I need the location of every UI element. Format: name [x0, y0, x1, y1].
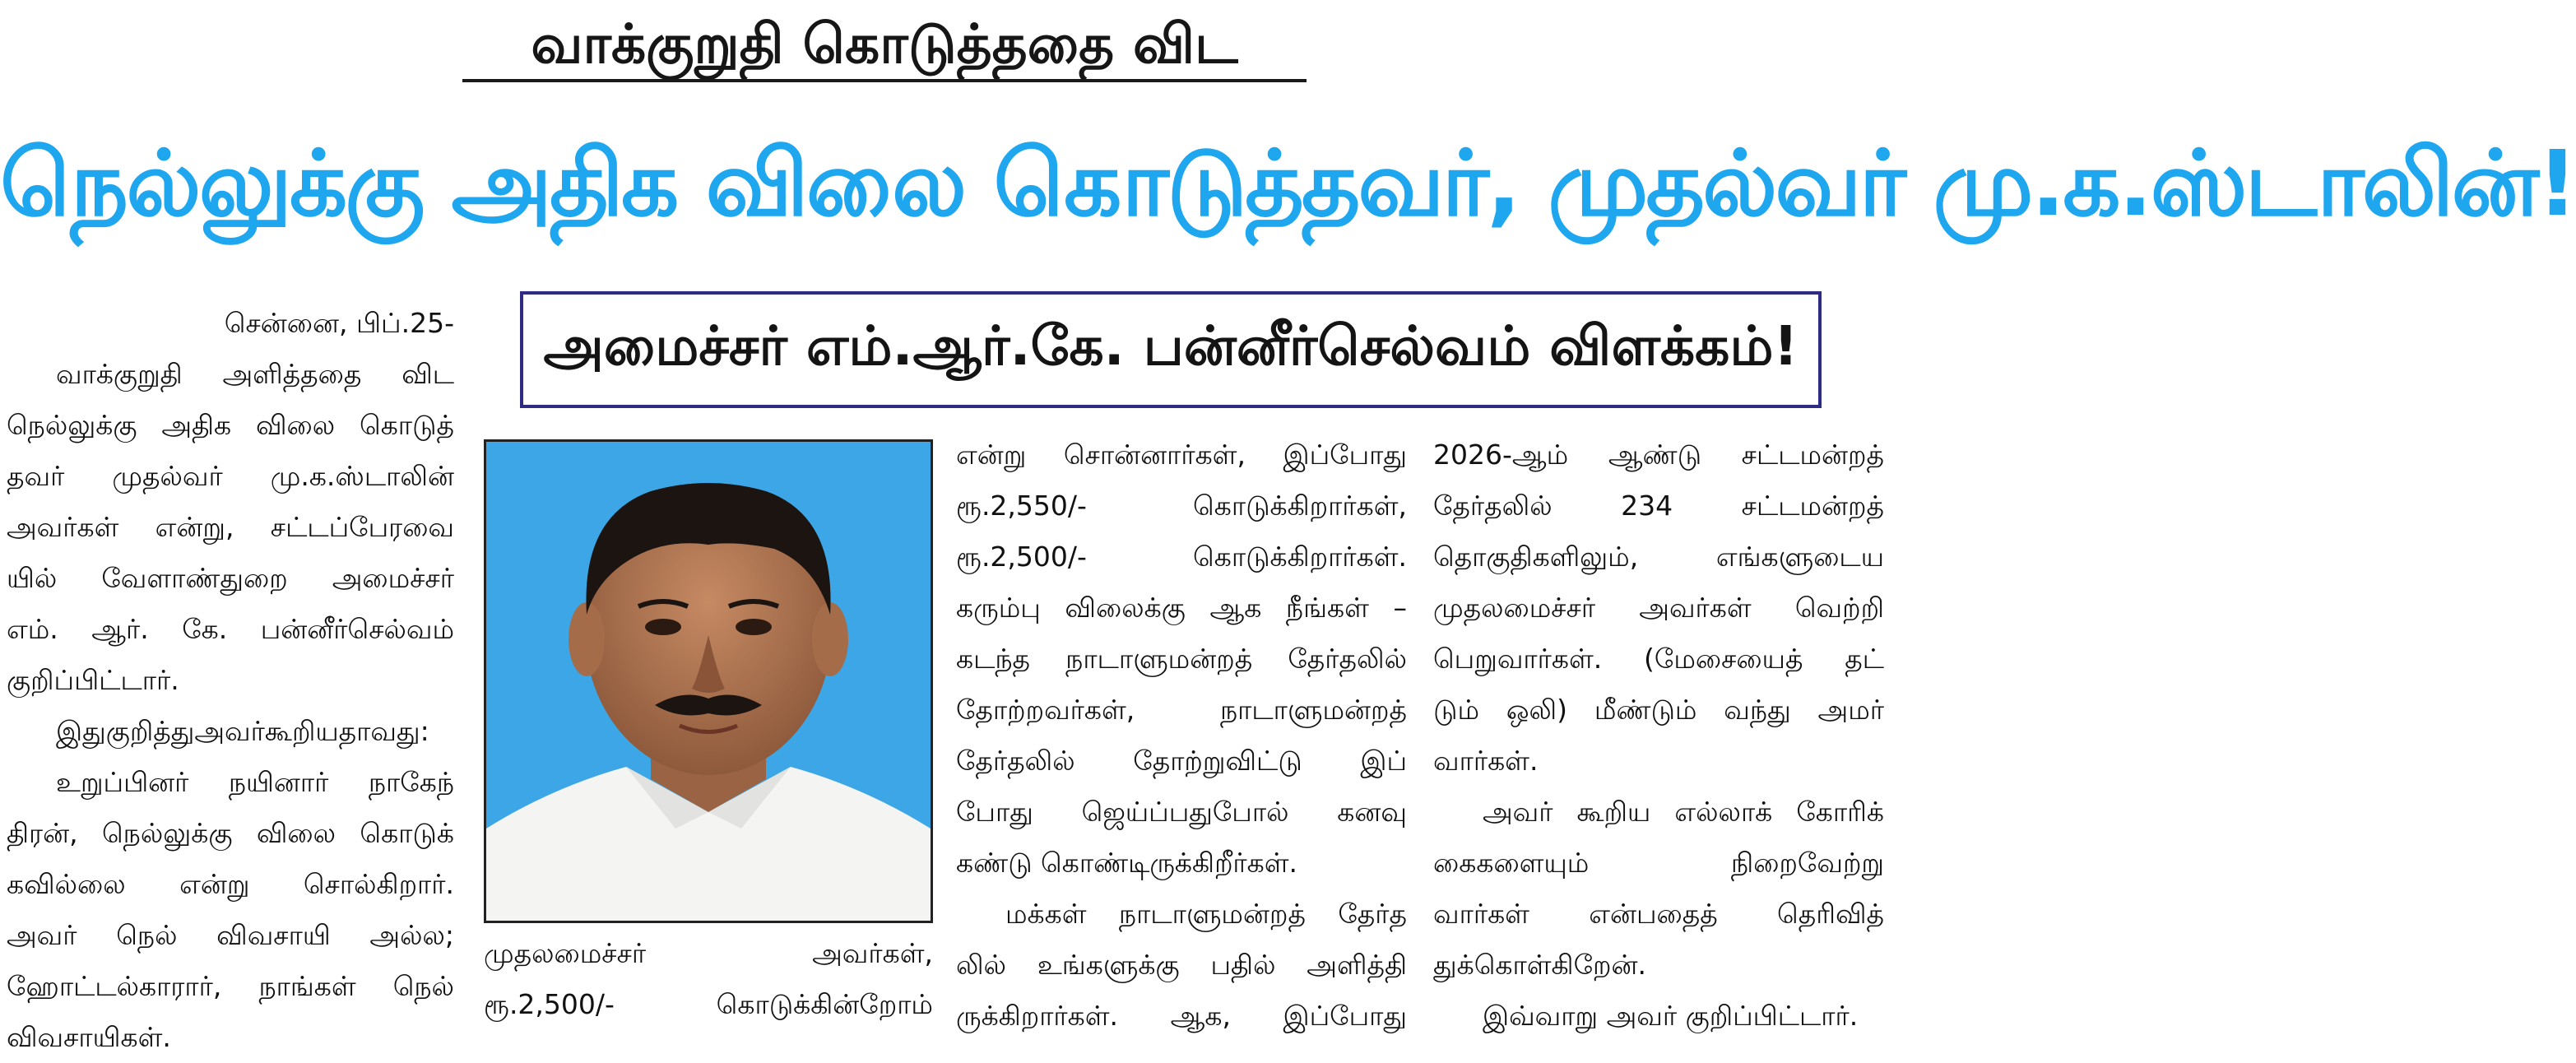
headline: நெல்லுக்கு அதிக விலை கொடுத்தவர், முதல்வர் மு.க.ஸ்டாலின்!: [0, 131, 2576, 236]
text-line: லில் உங்களுக்கு பதில் அளித்தி: [956, 949, 1407, 981]
text-line: வார்கள் என்பதைத் தெரிவித்: [1433, 898, 1884, 930]
text-line: கரும்பு விலைக்கு ஆக நீங்கள் –: [956, 592, 1407, 624]
subhead: அமைச்சர் எம்.ஆர்.கே. பன்னீர்செல்வம் விளக்கம்!: [543, 314, 1799, 378]
text-line: தவர் முதல்வர் மு.க.ஸ்டாலின்: [7, 460, 454, 492]
text-line: வாக்குறுதி அளித்ததை விட: [56, 358, 454, 390]
text-line: உறுப்பினர் நயினார் நாகேந்: [56, 766, 454, 798]
text-line: 2026-ஆம் ஆண்டு சட்டமன்றத்: [1433, 439, 1884, 471]
text-line: இவ்வாறு அவர் குறிப்பிட்டார்.: [1483, 1000, 1859, 1032]
text-line: எம். ஆர். கே. பன்னீர்செல்வம்: [7, 613, 454, 645]
text-line: இதுகுறித்துஅவர்கூறியதாவது:: [56, 715, 429, 747]
text-line: ரூ.2,550/- கொடுக்கிறார்கள்,: [956, 490, 1407, 522]
text-line: கண்டு கொண்டிருக்கிறீர்கள்.: [956, 847, 1298, 879]
text-line: கவில்லை என்று சொல்கிறார்.: [7, 868, 454, 900]
text-line: மக்கள் நாடாளுமன்றத் தேர்த: [1005, 898, 1407, 930]
text-line: கைகளையும் நிறைவேற்று: [1433, 847, 1884, 879]
text-line: தேர்தலில் தோற்றுவிட்டு இப்: [956, 745, 1407, 777]
text-line: டும் ஒலி) மீண்டும் வந்து அமர்: [1433, 694, 1884, 726]
text-line: போது ஜெய்ப்பதுபோல் கனவு: [956, 796, 1407, 828]
caption-line: முதலமைச்சர் அவர்கள்,: [484, 937, 933, 969]
article-column-2: [956, 429, 1407, 1042]
text-line: ருக்கிறார்கள். ஆக, இப்போது: [956, 1000, 1407, 1032]
article-column-1: [7, 298, 454, 1063]
photo-caption: [484, 928, 933, 1030]
text-line: கடந்த நாடாளுமன்றத் தேர்தலில்: [956, 643, 1407, 675]
text-line: தோற்றவர்கள், நாடாளுமன்றத்: [956, 694, 1407, 726]
text-line: தொகுதிகளிலும், எங்களுடைய: [1433, 541, 1884, 573]
kicker-title: வாக்குறுதி கொடுத்ததை விட: [531, 12, 1238, 76]
text-line: திரன், நெல்லுக்கு விலை கொடுக்: [7, 817, 454, 849]
article-column-3: [1433, 429, 1884, 1042]
text-line: தேர்தலில் 234 சட்டமன்றத்: [1433, 490, 1884, 522]
text-line: வார்கள்.: [1433, 745, 1539, 777]
text-line: அவர் கூறிய எல்லாக் கோரிக்: [1483, 796, 1884, 828]
text-line: குறிப்பிட்டார்.: [7, 664, 179, 696]
text-line: யில் வேளாண்துறை அமைச்சர்: [7, 562, 454, 594]
kicker-underline: [462, 79, 1307, 82]
text-line: நெல்லுக்கு அதிக விலை கொடுத்: [7, 409, 454, 441]
portrait-illustration: [486, 442, 931, 921]
text-line: பெறுவார்கள். (மேசையைத் தட்: [1433, 643, 1884, 675]
text-line: என்று சொன்னார்கள், இப்போது: [956, 439, 1407, 471]
text-line: ஹோட்டல்காரார், நாங்கள் நெல்: [7, 970, 454, 1002]
text-line: விவசாயிகள்.: [7, 1021, 171, 1053]
text-line: முதலமைச்சர் அவர்கள் வெற்றி: [1433, 592, 1884, 624]
dateline: சென்னை, பிப்.25-: [224, 307, 454, 339]
subhead-box: [520, 291, 1822, 408]
text-line: துக்கொள்கிறேன்.: [1433, 949, 1646, 981]
caption-line: ரூ.2,500/- கொடுக்கின்றோம்: [484, 988, 933, 1020]
portrait-photo: [484, 439, 933, 923]
text-line: ரூ.2,500/- கொடுக்கிறார்கள்.: [956, 541, 1407, 573]
text-line: அவர் நெல் விவசாயி அல்ல;: [7, 919, 454, 951]
text-line: அவர்கள் என்று, சட்டப்பேரவை: [7, 511, 454, 543]
